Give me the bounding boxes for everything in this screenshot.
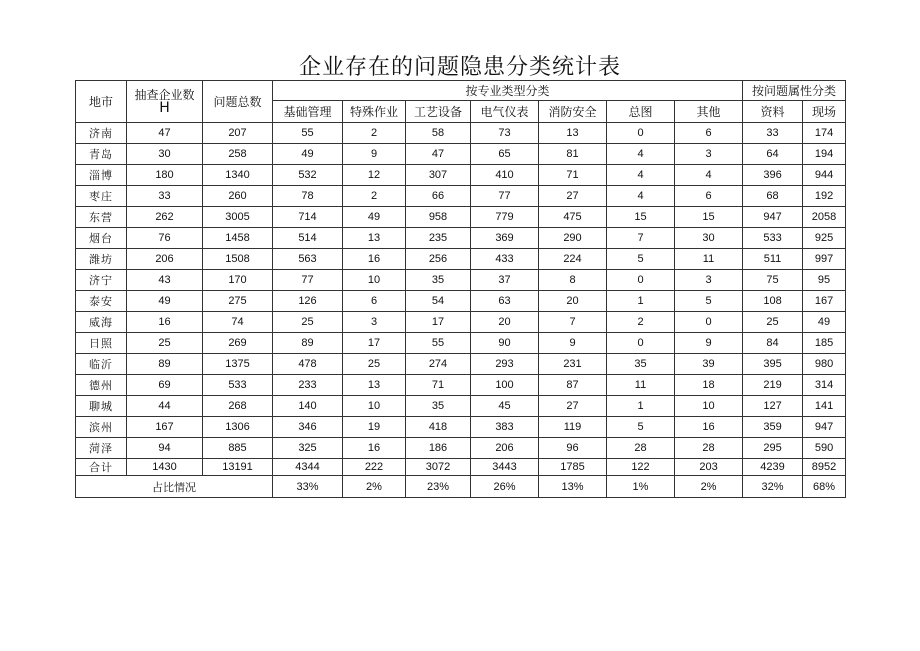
value-cell: 28 [607,438,675,459]
value-cell: 885 [203,438,273,459]
value-cell: 4 [675,165,743,186]
ratio-cell: 26% [471,476,539,498]
value-cell: 714 [273,207,343,228]
value-cell: 3 [675,270,743,291]
city-cell: 济南 [76,123,127,144]
value-cell: 590 [803,438,846,459]
total-cell: 222 [343,459,406,476]
value-cell: 256 [406,249,471,270]
value-cell: 65 [471,144,539,165]
table-row [76,249,846,270]
header-enterprises-label: 抽查企业数 [134,87,195,102]
city-cell: 德州 [76,375,127,396]
value-cell: 45 [471,396,539,417]
header-by-type-group: 按专业类型分类 [273,81,743,101]
value-cell: 4 [607,144,675,165]
value-cell: 77 [273,270,343,291]
value-cell: 35 [406,270,471,291]
value-cell: 295 [743,438,803,459]
statistics-table [75,80,846,498]
value-cell: 78 [273,186,343,207]
value-cell: 4 [607,186,675,207]
city-cell: 枣庄 [76,186,127,207]
value-cell: 6 [675,123,743,144]
value-cell: 167 [127,417,203,438]
city-cell: 东营 [76,207,127,228]
value-cell: 307 [406,165,471,186]
value-cell: 3 [343,312,406,333]
value-cell: 81 [539,144,607,165]
total-cell: 4239 [743,459,803,476]
value-cell: 1508 [203,249,273,270]
value-cell: 47 [406,144,471,165]
value-cell: 8 [539,270,607,291]
city-cell: 济宁 [76,270,127,291]
value-cell: 478 [273,354,343,375]
value-cell: 15 [607,207,675,228]
value-cell: 290 [539,228,607,249]
ratio-label: 占比情况 [76,476,273,498]
total-cell: 3072 [406,459,471,476]
header-attr: 现场 [803,101,846,123]
value-cell: 0 [607,333,675,354]
value-cell: 33 [743,123,803,144]
value-cell: 10 [343,270,406,291]
value-cell: 25 [273,312,343,333]
value-cell: 119 [539,417,607,438]
value-cell: 186 [406,438,471,459]
value-cell: 262 [127,207,203,228]
table-row [76,228,846,249]
value-cell: 269 [203,333,273,354]
value-cell: 5 [607,249,675,270]
value-cell: 87 [539,375,607,396]
value-cell: 2 [607,312,675,333]
value-cell: 5 [607,417,675,438]
total-row [76,459,846,476]
value-cell: 2 [343,186,406,207]
value-cell: 17 [343,333,406,354]
value-cell: 33 [127,186,203,207]
city-cell: 临沂 [76,354,127,375]
value-cell: 219 [743,375,803,396]
value-cell: 13 [343,375,406,396]
value-cell: 383 [471,417,539,438]
value-cell: 35 [607,354,675,375]
value-cell: 69 [127,375,203,396]
table-row [76,375,846,396]
value-cell: 28 [675,438,743,459]
value-cell: 3005 [203,207,273,228]
header-enterprises [127,81,203,123]
value-cell: 9 [343,144,406,165]
value-cell: 71 [539,165,607,186]
value-cell: 73 [471,123,539,144]
city-cell: 菏泽 [76,438,127,459]
value-cell: 63 [471,291,539,312]
value-cell: 7 [539,312,607,333]
value-cell: 9 [539,333,607,354]
value-cell: 185 [803,333,846,354]
value-cell: 533 [203,375,273,396]
table-row [76,417,846,438]
value-cell: 47 [127,123,203,144]
total-cell: 122 [607,459,675,476]
header-type: 特殊作业 [343,101,406,123]
value-cell: 58 [406,123,471,144]
page-title: 企业存在的问题隐患分类统计表 [298,55,621,80]
city-cell: 淄博 [76,165,127,186]
value-cell: 68 [743,186,803,207]
value-cell: 16 [127,312,203,333]
value-cell: 5 [675,291,743,312]
value-cell: 10 [675,396,743,417]
value-cell: 7 [607,228,675,249]
value-cell: 3 [675,144,743,165]
total-cell: 13191 [203,459,273,476]
value-cell: 235 [406,228,471,249]
value-cell: 54 [406,291,471,312]
table-row [76,396,846,417]
total-label: 合计 [76,459,127,476]
value-cell: 43 [127,270,203,291]
value-cell: 25 [343,354,406,375]
value-cell: 84 [743,333,803,354]
value-cell: 96 [539,438,607,459]
value-cell: 192 [803,186,846,207]
value-cell: 49 [803,312,846,333]
city-cell: 泰安 [76,291,127,312]
table-row [76,207,846,228]
value-cell: 346 [273,417,343,438]
value-cell: 207 [203,123,273,144]
value-cell: 71 [406,375,471,396]
value-cell: 268 [203,396,273,417]
total-cell: 1430 [127,459,203,476]
value-cell: 44 [127,396,203,417]
value-cell: 25 [127,333,203,354]
total-cell: 1785 [539,459,607,476]
table-row [76,354,846,375]
city-cell: 潍坊 [76,249,127,270]
header-region: 地市 [76,81,127,123]
value-cell: 1 [607,396,675,417]
value-cell: 6 [343,291,406,312]
table-row [76,144,846,165]
value-cell: 141 [803,396,846,417]
value-cell: 231 [539,354,607,375]
city-cell: 滨州 [76,417,127,438]
value-cell: 258 [203,144,273,165]
value-cell: 49 [273,144,343,165]
value-cell: 997 [803,249,846,270]
value-cell: 779 [471,207,539,228]
header-enterprises-mark: H [159,99,170,116]
city-cell: 烟台 [76,228,127,249]
table-body [76,123,846,459]
value-cell: 293 [471,354,539,375]
table-row [76,312,846,333]
value-cell: 30 [127,144,203,165]
ratio-cell: 33% [273,476,343,498]
value-cell: 49 [127,291,203,312]
value-cell: 475 [539,207,607,228]
header-type: 基础管理 [273,101,343,123]
total-cell: 203 [675,459,743,476]
value-cell: 90 [471,333,539,354]
value-cell: 170 [203,270,273,291]
value-cell: 15 [675,207,743,228]
value-cell: 947 [743,207,803,228]
value-cell: 25 [743,312,803,333]
value-cell: 4 [607,165,675,186]
value-cell: 39 [675,354,743,375]
value-cell: 11 [607,375,675,396]
value-cell: 76 [127,228,203,249]
city-cell: 聊城 [76,396,127,417]
value-cell: 140 [273,396,343,417]
value-cell: 206 [127,249,203,270]
city-cell: 日照 [76,333,127,354]
ratio-cell: 68% [803,476,846,498]
value-cell: 0 [675,312,743,333]
city-cell: 青岛 [76,144,127,165]
value-cell: 0 [607,270,675,291]
header-by-attr-group: 按问题属性分类 [743,81,846,101]
value-cell: 563 [273,249,343,270]
value-cell: 1375 [203,354,273,375]
value-cell: 35 [406,396,471,417]
value-cell: 49 [343,207,406,228]
table-row [76,123,846,144]
value-cell: 127 [743,396,803,417]
value-cell: 27 [539,396,607,417]
table-row [76,333,846,354]
value-cell: 194 [803,144,846,165]
header-type: 其他 [675,101,743,123]
value-cell: 95 [803,270,846,291]
value-cell: 1340 [203,165,273,186]
value-cell: 944 [803,165,846,186]
value-cell: 10 [343,396,406,417]
value-cell: 20 [471,312,539,333]
value-cell: 89 [273,333,343,354]
value-cell: 16 [675,417,743,438]
value-cell: 314 [803,375,846,396]
value-cell: 410 [471,165,539,186]
value-cell: 275 [203,291,273,312]
value-cell: 126 [273,291,343,312]
value-cell: 418 [406,417,471,438]
value-cell: 925 [803,228,846,249]
value-cell: 395 [743,354,803,375]
value-cell: 55 [273,123,343,144]
value-cell: 167 [803,291,846,312]
value-cell: 274 [406,354,471,375]
ratio-cell: 2% [675,476,743,498]
total-cell: 3443 [471,459,539,476]
value-cell: 174 [803,123,846,144]
value-cell: 11 [675,249,743,270]
value-cell: 13 [539,123,607,144]
value-cell: 2058 [803,207,846,228]
value-cell: 1 [607,291,675,312]
value-cell: 958 [406,207,471,228]
value-cell: 325 [273,438,343,459]
value-cell: 947 [803,417,846,438]
value-cell: 18 [675,375,743,396]
value-cell: 108 [743,291,803,312]
value-cell: 180 [127,165,203,186]
header-type: 电气仪表 [471,101,539,123]
ratio-cell: 13% [539,476,607,498]
table-row [76,165,846,186]
value-cell: 13 [343,228,406,249]
value-cell: 19 [343,417,406,438]
value-cell: 89 [127,354,203,375]
total-cell: 8952 [803,459,846,476]
value-cell: 16 [343,438,406,459]
header-attr: 资料 [743,101,803,123]
value-cell: 64 [743,144,803,165]
value-cell: 514 [273,228,343,249]
table-row [76,438,846,459]
value-cell: 206 [471,438,539,459]
value-cell: 77 [471,186,539,207]
value-cell: 433 [471,249,539,270]
value-cell: 233 [273,375,343,396]
value-cell: 1458 [203,228,273,249]
value-cell: 260 [203,186,273,207]
value-cell: 74 [203,312,273,333]
value-cell: 1306 [203,417,273,438]
value-cell: 9 [675,333,743,354]
value-cell: 75 [743,270,803,291]
table-row [76,186,846,207]
value-cell: 27 [539,186,607,207]
value-cell: 224 [539,249,607,270]
ratio-cell: 32% [743,476,803,498]
header-type: 消防安全 [539,101,607,123]
value-cell: 20 [539,291,607,312]
value-cell: 0 [607,123,675,144]
ratio-cell: 2% [343,476,406,498]
value-cell: 2 [343,123,406,144]
value-cell: 511 [743,249,803,270]
value-cell: 30 [675,228,743,249]
value-cell: 980 [803,354,846,375]
city-cell: 威海 [76,312,127,333]
value-cell: 359 [743,417,803,438]
value-cell: 55 [406,333,471,354]
total-cell: 4344 [273,459,343,476]
value-cell: 396 [743,165,803,186]
header-type: 总图 [607,101,675,123]
value-cell: 94 [127,438,203,459]
value-cell: 16 [343,249,406,270]
ratio-cell: 23% [406,476,471,498]
header-total-issues: 问题总数 [203,81,273,123]
value-cell: 37 [471,270,539,291]
table-row [76,270,846,291]
table-row [76,291,846,312]
ratio-row [76,476,846,498]
value-cell: 532 [273,165,343,186]
value-cell: 66 [406,186,471,207]
value-cell: 533 [743,228,803,249]
value-cell: 369 [471,228,539,249]
value-cell: 100 [471,375,539,396]
value-cell: 17 [406,312,471,333]
ratio-cell: 1% [607,476,675,498]
value-cell: 12 [343,165,406,186]
header-type: 工艺设备 [406,101,471,123]
value-cell: 6 [675,186,743,207]
